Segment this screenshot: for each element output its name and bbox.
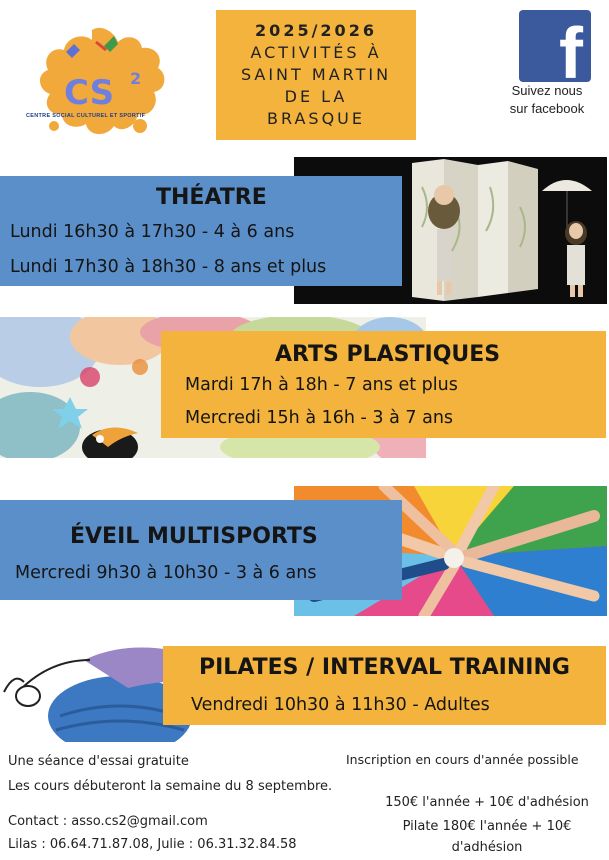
activity-title: PILATES / INTERVAL TRAINING <box>199 655 570 680</box>
trial-info: Une séance d'essai gratuite <box>8 754 189 769</box>
title-line: ACTIVITÉS À <box>250 42 382 62</box>
activity-schedule: Lundi 17h30 à 18h30 - 8 ans et plus <box>10 257 327 277</box>
activity-schedule: Vendredi 10h30 à 11h30 - Adultes <box>191 695 490 715</box>
svg-text:2: 2 <box>130 69 142 88</box>
activity-pilates <box>163 646 606 725</box>
start-info: Les cours débuteront la semaine du 8 septembre. <box>8 779 333 794</box>
title-line: SAINT MARTIN <box>240 64 392 84</box>
price-pilates: Pilate 180€ l'année + 10€ <box>402 819 572 834</box>
activity-title: ARTS PLASTIQUES <box>275 342 501 367</box>
contact-email[interactable]: Contact : asso.cs2@gmail.com <box>8 814 208 829</box>
logo-text: CS <box>64 73 115 113</box>
title-line: DE LA <box>284 86 348 106</box>
contact-phones: Lilas : 06.64.71.87.08, Julie : 06.31.32.84.58 <box>8 837 297 852</box>
activity-arts-plastiques <box>161 331 606 438</box>
logo-caption: CENTRE SOCIAL CULTUREL ET SPORTIF <box>26 113 146 119</box>
activity-schedule: Mardi 17h à 18h - 7 ans et plus <box>185 375 458 395</box>
title-line: BRASQUE <box>267 108 365 128</box>
activity-title: ÉVEIL MULTISPORTS <box>70 524 318 549</box>
cs2-logo <box>22 22 172 152</box>
activity-theatre <box>0 176 402 286</box>
facebook-label[interactable]: Suivez nous sur facebook <box>509 83 585 116</box>
facebook-icon[interactable]: f <box>519 10 591 82</box>
activity-schedule: Mercredi 9h30 à 10h30 - 3 à 6 ans <box>15 563 317 583</box>
activity-title: THÉATRE <box>156 185 267 210</box>
inscription-info: Inscription en cours d'année possible <box>346 752 579 767</box>
price-pilates-adhesion: d'adhésion <box>451 840 523 855</box>
title-year: 2025/2026 <box>255 20 377 40</box>
price-standard: 150€ l'année + 10€ d'adhésion <box>385 795 589 810</box>
activity-multisports <box>0 500 402 600</box>
activity-schedule: Lundi 16h30 à 17h30 - 4 à 6 ans <box>10 222 295 242</box>
activity-schedule: Mercredi 15h à 16h - 3 à 7 ans <box>185 408 454 428</box>
title-box <box>216 10 416 140</box>
